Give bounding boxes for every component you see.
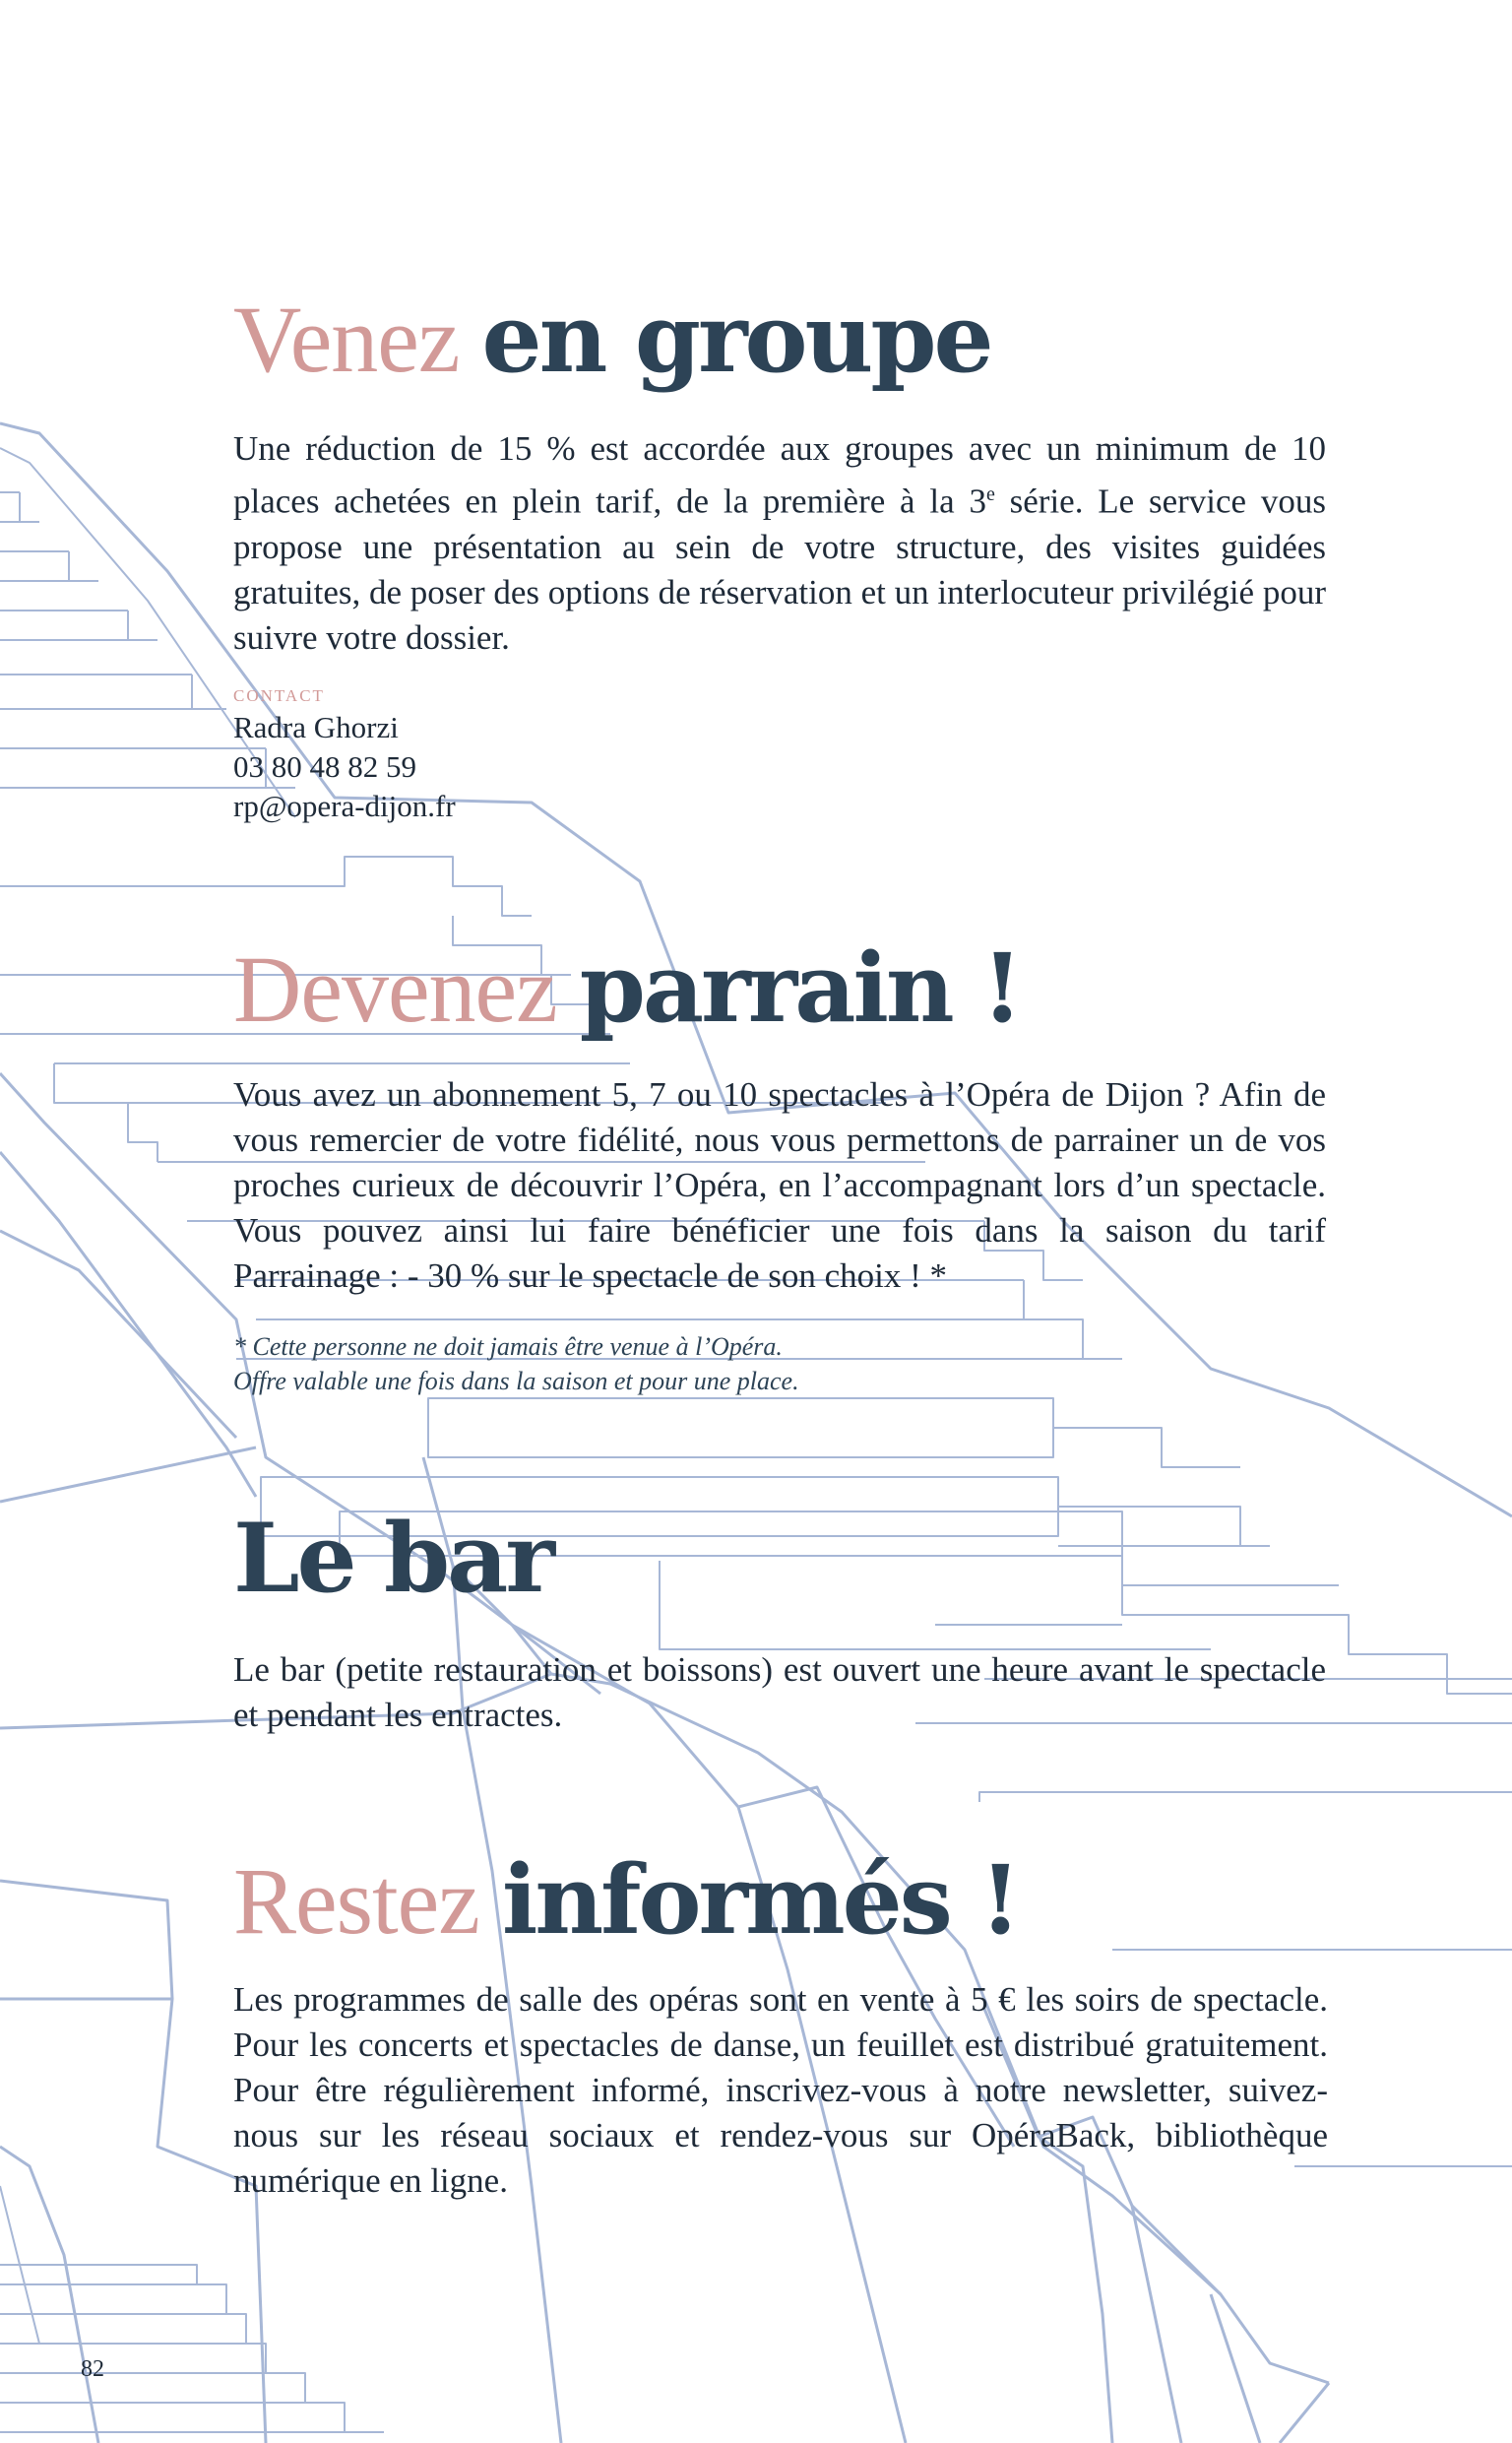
title-parrain-bold: parrain ! [579,932,1021,1044]
bar-body [233,1647,1326,1738]
contact-name: Radra Ghorzi [233,710,399,744]
title-informes [233,1844,1326,1956]
parrain-paragraph: Vous avez un abonnement 5, 7 ou 10 spectacles à l’Opéra de Dijon ? Afin de vous remercier de votre fidélité, nous vous permettons de parrainer un de vos proches curieux de découvrir l’Opéra, en l’accompagnant lors d’un spectacle. Vous pouvez ainsi lui faire bénéficier une fois dans la saison du tarif Parrainage : - 30 % sur le spectacle de son choix ! * [233,1075,1326,1295]
title-groupe-bold: en groupe [481,283,991,394]
groupe-para-part1: Une réduction de 15 % est accordée aux groupes avec un minimum de 10 places achetées en plein tarif, de la première à la 3 [233,429,1326,521]
parrain-note-line1: * Cette personne ne doit jamais être venue à l’Opéra. [233,1332,783,1361]
groupe-contact [233,681,1326,826]
groupe-para-part2: série. Le service vous propose une présentation au sein de votre structure, des visites guidées gratuites, de poser des options de réservation et un interlocuteur privilégié pour suivre votre dossier. [233,482,1326,657]
informes-paragraph: Les programmes de salle des opéras sont en vente à 5 € les soirs de spectacle. Pour les concerts et spectacles de danse, un feuillet est distribué gratuitement. Pour être régulièrement informé, inscrivez-vous à notre newsletter, suivez-nous sur les réseau sociaux et rendez-vous sur OpéraBack, bibliothèque numérique en ligne. [233,1980,1328,2200]
title-groupe-light: Venez [233,287,460,392]
section-informes [233,1844,1326,1956]
groupe-body [233,426,1326,661]
section-groupe [233,283,1326,394]
title-informes-light: Restez [233,1848,479,1954]
page-number: 82 [81,2356,104,2382]
groupe-paragraph [233,426,1326,661]
parrain-note [233,1329,1326,1398]
contact-label: contact [233,681,325,707]
contact-email: rp@opera-dijon.fr [233,789,456,823]
groupe-para-sup: e [985,483,995,505]
section-bar [233,1503,1326,1614]
parrain-note-line2: Offre valable une fois dans la saison et pour une place. [233,1367,799,1395]
title-bar [233,1503,1326,1614]
title-parrain [233,932,1326,1044]
section-parrain [233,932,1326,1044]
bar-paragraph: Le bar (petite restauration et boissons) est ouvert une heure avant le spectacle et pendant les entractes. [233,1650,1326,1734]
title-informes-bold: informés ! [501,1844,1019,1956]
title-groupe [233,283,1326,394]
title-parrain-light: Devenez [233,936,557,1042]
informes-body [233,1977,1328,2204]
title-bar-bold: Le bar [233,1503,552,1614]
parrain-body [233,1072,1326,1299]
contact-phone: 03 80 48 82 59 [233,749,416,784]
